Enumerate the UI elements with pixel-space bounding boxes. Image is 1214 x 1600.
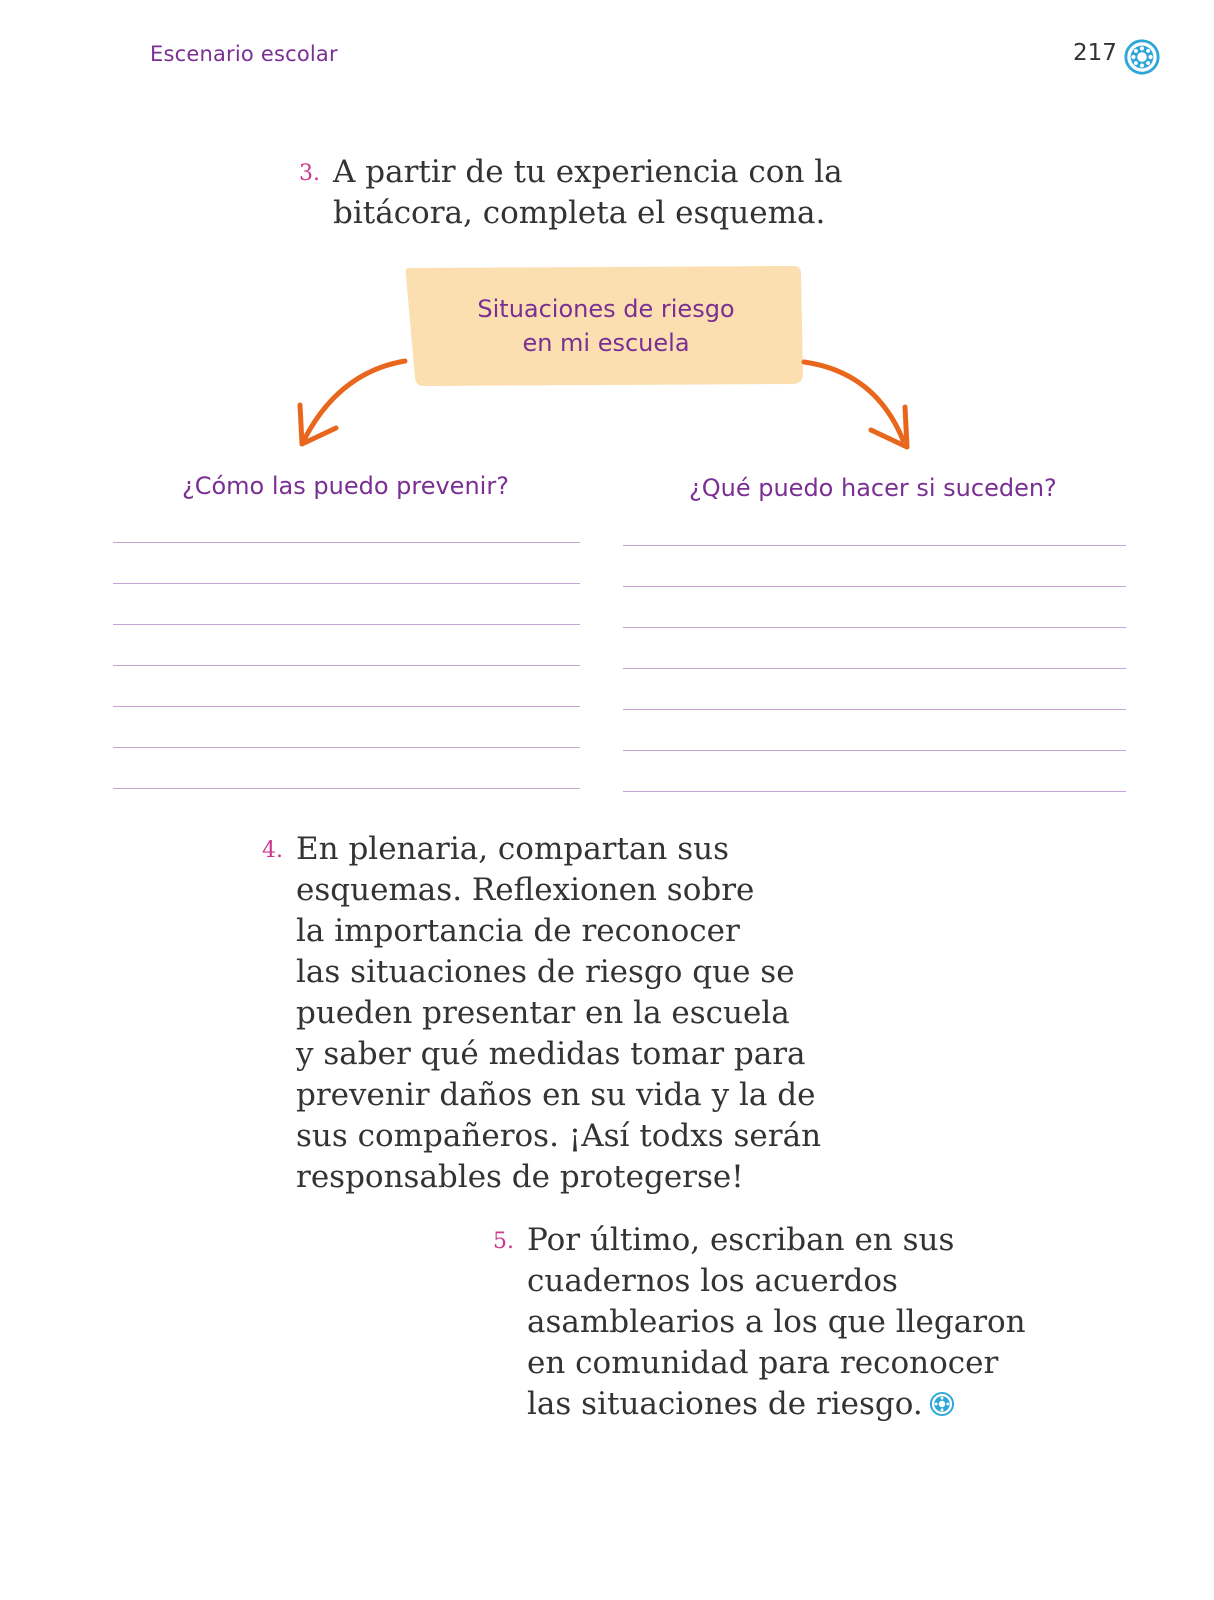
activity-text-line: las situaciones de riesgo que se	[296, 954, 795, 990]
activity-text-line: A partir de tu experiencia con la	[333, 154, 843, 190]
activity-text-line: en comunidad para reconocer	[527, 1345, 999, 1381]
answer-line[interactable]	[113, 584, 580, 625]
answer-line[interactable]	[623, 669, 1126, 710]
activity-text-line: bitácora, completa el esquema.	[333, 195, 826, 231]
activity-text-line: las situaciones de riesgo.	[527, 1386, 923, 1422]
activity-text-line: cuadernos los acuerdos	[527, 1263, 898, 1299]
answer-line[interactable]	[623, 751, 1126, 792]
activity-text-line: la importancia de reconocer	[296, 913, 740, 949]
right-arrow-icon	[804, 362, 903, 440]
activity-number: 4.	[262, 838, 283, 863]
activity-text-line: prevenir daños en su vida y la de	[296, 1077, 816, 1113]
answer-line[interactable]	[113, 543, 580, 584]
activity-4	[262, 829, 822, 1198]
response-question: ¿Qué puedo hacer si suceden?	[689, 474, 1057, 502]
page-number: 217	[1073, 40, 1117, 66]
activity-text-line: esquemas. Reflexionen sobre	[296, 872, 755, 908]
scheme-center-box	[410, 268, 802, 384]
scheme-center-line: Situaciones de riesgo	[477, 295, 735, 323]
right-answer-lines[interactable]	[623, 505, 1126, 792]
activity-number: 5.	[493, 1229, 514, 1254]
activity-text-last-line	[527, 1384, 1026, 1425]
answer-line[interactable]	[113, 707, 580, 748]
answer-line[interactable]	[623, 587, 1126, 628]
section-title: Escenario escolar	[150, 42, 338, 66]
flower-emblem-icon	[929, 1391, 955, 1417]
activity-text-line: y saber qué medidas tomar para	[296, 1036, 806, 1072]
activity-text-line: responsables de protegerse!	[296, 1159, 744, 1195]
activity-text-line: sus compañeros. ¡Así todxs serán	[296, 1118, 822, 1154]
answer-line[interactable]	[113, 625, 580, 666]
activity-5	[493, 1220, 1026, 1425]
left-arrow-icon	[305, 361, 405, 438]
activity-text-line: En plenaria, compartan sus	[296, 831, 730, 867]
answer-line[interactable]	[113, 666, 580, 707]
answer-line[interactable]	[623, 546, 1126, 587]
answer-line[interactable]	[623, 628, 1126, 669]
left-answer-lines[interactable]	[113, 502, 580, 789]
activity-text-line: pueden presentar en la escuela	[296, 995, 790, 1031]
activity-text-line: asamblearios a los que llegaron	[527, 1304, 1026, 1340]
activity-number: 3.	[299, 161, 320, 186]
answer-line[interactable]	[623, 710, 1126, 751]
scheme-center-line: en mi escuela	[522, 329, 690, 357]
answer-line[interactable]	[623, 505, 1126, 546]
activity-text-line: Por último, escriban en sus	[527, 1222, 955, 1258]
prevent-question: ¿Cómo las puedo prevenir?	[182, 472, 509, 500]
answer-line[interactable]	[113, 502, 580, 543]
answer-line[interactable]	[113, 748, 580, 789]
